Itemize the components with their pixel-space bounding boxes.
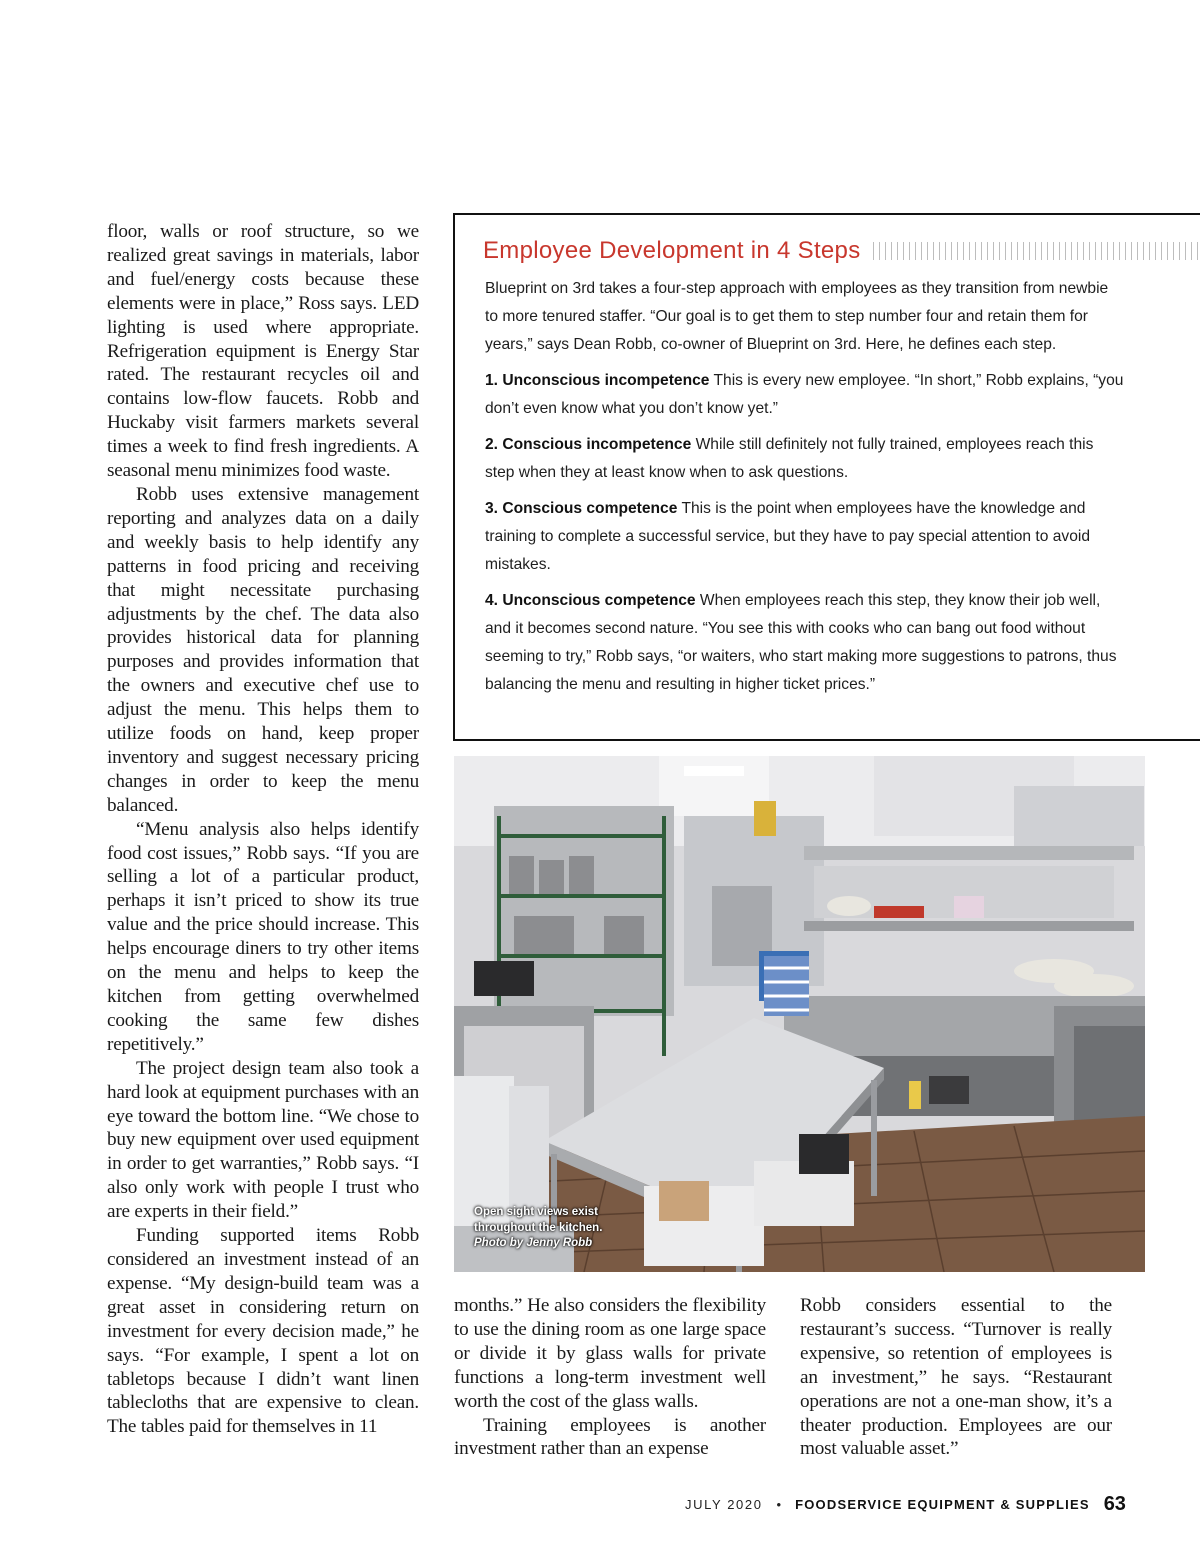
body-paragraph: floor, walls or roof structure, so we realized great savings in materials, labor and fuel/energy costs because these elements were in place,” Ross says. LED lighting is used where appropriate. Refrigeration equipment is Energy Star rated. The restaurant recycles oil and contains low-flow faucets. Robb and Huckaby visit farmers markets several times a week to find fresh ingredients. A seasonal menu minimizes food waste.	[107, 221, 419, 482]
column-three	[800, 1294, 1112, 1461]
sidebar-box	[453, 213, 1200, 741]
body-paragraph: months.” He also considers the flexibility to use the dining room as one large space or divide it by glass walls for private functions a long-term investment well worth the cost of the glass walls.	[454, 1295, 766, 1412]
sidebar-body	[485, 275, 1125, 707]
step-heading: 1. Unconscious incompetence	[485, 372, 710, 389]
step-item	[485, 495, 1125, 579]
step-text: When employees reach this step, they know their job well, and it becomes second nature. “You see this with cooks who can bang out food without seeming to try,” Robb says, “or waiters, who start making more suggestions to patrons, thus balancing the menu and resulting in higher ticket prices.”	[485, 592, 1117, 693]
footer-bullet: •	[776, 1496, 782, 1512]
body-paragraph: The project design team also took a hard look at equipment purchases with an eye toward the bottom line. “We chose to buy new equipment over used equipment in order to get warranties,” Robb says. “I also only work with people I trust who are experts in their field.”	[107, 1057, 419, 1223]
step-text: This is the point when employees have the knowledge and training to complete a successful service, but they have to pay special attention to avoid mistakes.	[485, 500, 1091, 573]
kitchen-photo	[454, 756, 1145, 1272]
kitchen-illustration	[454, 756, 1145, 1272]
page-number: 63	[1103, 1492, 1126, 1515]
sidebar-title: Employee Development in 4 Steps	[483, 237, 861, 264]
sidebar-intro: Blueprint on 3rd takes a four-step approach with employees as they transition from newbie to more tenured staffer. “Our goal is to get them to step number four and retain them for years,” says Dean Robb, co-owner of Blueprint on 3rd. Here, he defines each step.	[485, 280, 1109, 353]
step-heading: 4. Unconscious competence	[485, 592, 696, 609]
left-column	[107, 220, 419, 1439]
photo-credit: Photo by Jenny Robb	[474, 1237, 593, 1249]
decorative-hatch	[873, 242, 1200, 260]
sidebar-header	[483, 235, 1200, 267]
issue-date: JULY 2020	[685, 1496, 763, 1512]
body-paragraph: Training employees is another investment rather than an expense	[454, 1414, 766, 1460]
body-paragraph: “Menu analysis also helps identify food cost issues,” Robb says. “If you are selling a lot of a particular product, perhaps it isn’t priced to show its true value and the price should increase. This helps encourage diners to try other items on the menu and helps to keep the kitchen from getting overwhelmed cooking the same few dishes repetitively.”	[107, 818, 419, 1055]
step-text: While still definitely not fully trained, employees reach this step when they at least know when to ask questions.	[485, 436, 1094, 481]
step-heading: 2. Conscious incompetence	[485, 436, 692, 453]
step-item	[485, 367, 1125, 423]
step-item	[485, 431, 1125, 487]
body-paragraph: Robb uses extensive management reporting and analyzes data on a daily and weekly basis to help identify any patterns in food pricing and receiving that might necessitate purchasing adjustments by the chef. The data also provides historical data for planning purposes and provides information that the owners and executive chef use to adjust the menu. This helps them to utilize foods on hand, keep proper inventory and suggest necessary pricing changes in order to keep the menu balanced.	[107, 483, 419, 816]
step-text: This is every new employee. “In short,” Robb explains, “you don’t even know what you don’t know yet.”	[485, 372, 1124, 417]
page-footer	[685, 1492, 1126, 1516]
step-item	[485, 587, 1125, 699]
magazine-name: FOODSERVICE EQUIPMENT & SUPPLIES	[795, 1496, 1090, 1512]
body-paragraph: Funding supported items Robb considered an investment instead of an expense. “My design-build team was a great asset in considering return on investment for every decision made,” he says. “For example, I spent a lot on tabletops because I didn’t want linen tablecloths that are expensive to clean. The tables paid for themselves in 11	[107, 1225, 419, 1438]
step-heading: 3. Conscious competence	[485, 500, 678, 517]
caption-line: Open sight views exist	[474, 1206, 598, 1218]
caption-line: throughout the kitchen.	[474, 1221, 603, 1234]
column-two	[454, 1294, 766, 1461]
photo-caption	[474, 1205, 602, 1252]
body-paragraph: Robb considers essential to the restaurant’s success. “Turnover is really expensive, so retention of employees is an investment,” he says. “Restaurant operations are not a one-man show, it’s a theater production. Employees are our most valuable asset.”	[800, 1295, 1112, 1460]
